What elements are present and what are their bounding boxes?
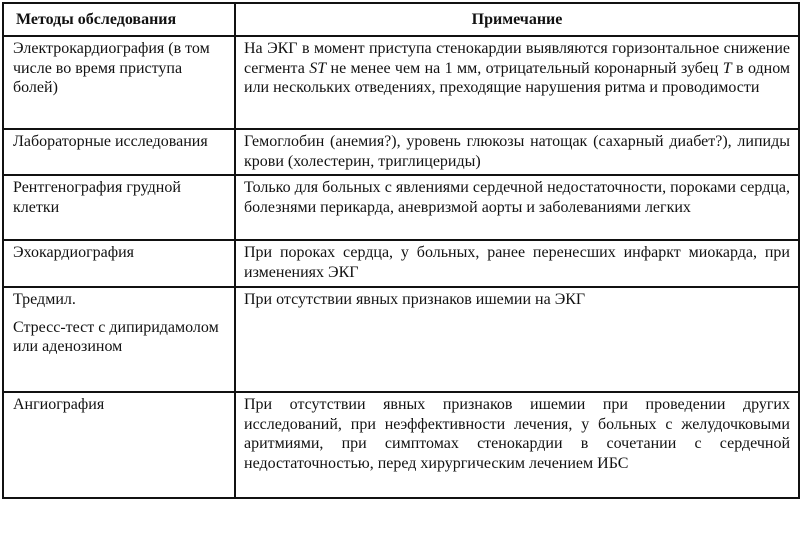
segment-symbol: ST <box>309 59 327 77</box>
method-subtext: Стресс-тест с дипиридамолом или аденозином <box>13 318 219 355</box>
note-cell: При пороках сердца, у больных, ранее перенесших инфаркт миокарда, при изменениях ЭКГ <box>235 240 799 287</box>
method-text: Тредмил. <box>13 291 76 308</box>
method-cell: Эхокардиография <box>3 240 235 287</box>
note-text: не менее чем на 1 мм, отрицательный коронарный зубец <box>326 59 723 77</box>
header-row <box>3 3 799 36</box>
table-row <box>3 129 799 175</box>
examination-methods-table <box>2 2 800 499</box>
table-row <box>3 175 799 240</box>
note-text: На ЭКГ в момент приступа стенокардии выявляются горизонтальное снижение сегмента <box>244 40 790 77</box>
table-row <box>3 392 799 498</box>
method-cell: Лабораторные исследования <box>3 129 235 175</box>
header-note: Примечание <box>235 3 799 36</box>
note-cell: При отсутствии явных признаков ишемии при проведении других исследований, при неэффективности лечения, у больных с желудочковыми аритмиями, при симптомах стенокардии в сочетании с сердечной недостаточностью, перед хирургическим лечением ИБС <box>235 392 799 498</box>
note-cell: Гемоглобин (анемия?), уровень глюкозы натощак (сахарный диабет?), липиды крови (холестерин, триглицериды) <box>235 129 799 175</box>
table-row <box>3 240 799 287</box>
table-row <box>3 287 799 392</box>
method-cell: Электрокардиография (в том числе во время приступа болей) <box>3 36 235 129</box>
method-cell <box>3 287 235 392</box>
note-text: в одном или нескольких отведениях, преходящие нарушения ритма и проводимости <box>244 59 791 96</box>
wave-symbol: T <box>722 59 732 77</box>
method-cell: Ангиография <box>3 392 235 498</box>
header-methods: Методы обследования <box>3 3 235 36</box>
method-cell: Рентгенография грудной клетки <box>3 175 235 240</box>
note-cell: При отсутствии явных признаков ишемии на ЭКГ <box>235 287 799 392</box>
table-row <box>3 36 799 129</box>
note-cell <box>235 36 799 129</box>
note-cell: Только для больных с явлениями сердечной недостаточности, пороками сердца, болезнями перикарда, аневризмой аорты и заболеваниями легких <box>235 175 799 240</box>
